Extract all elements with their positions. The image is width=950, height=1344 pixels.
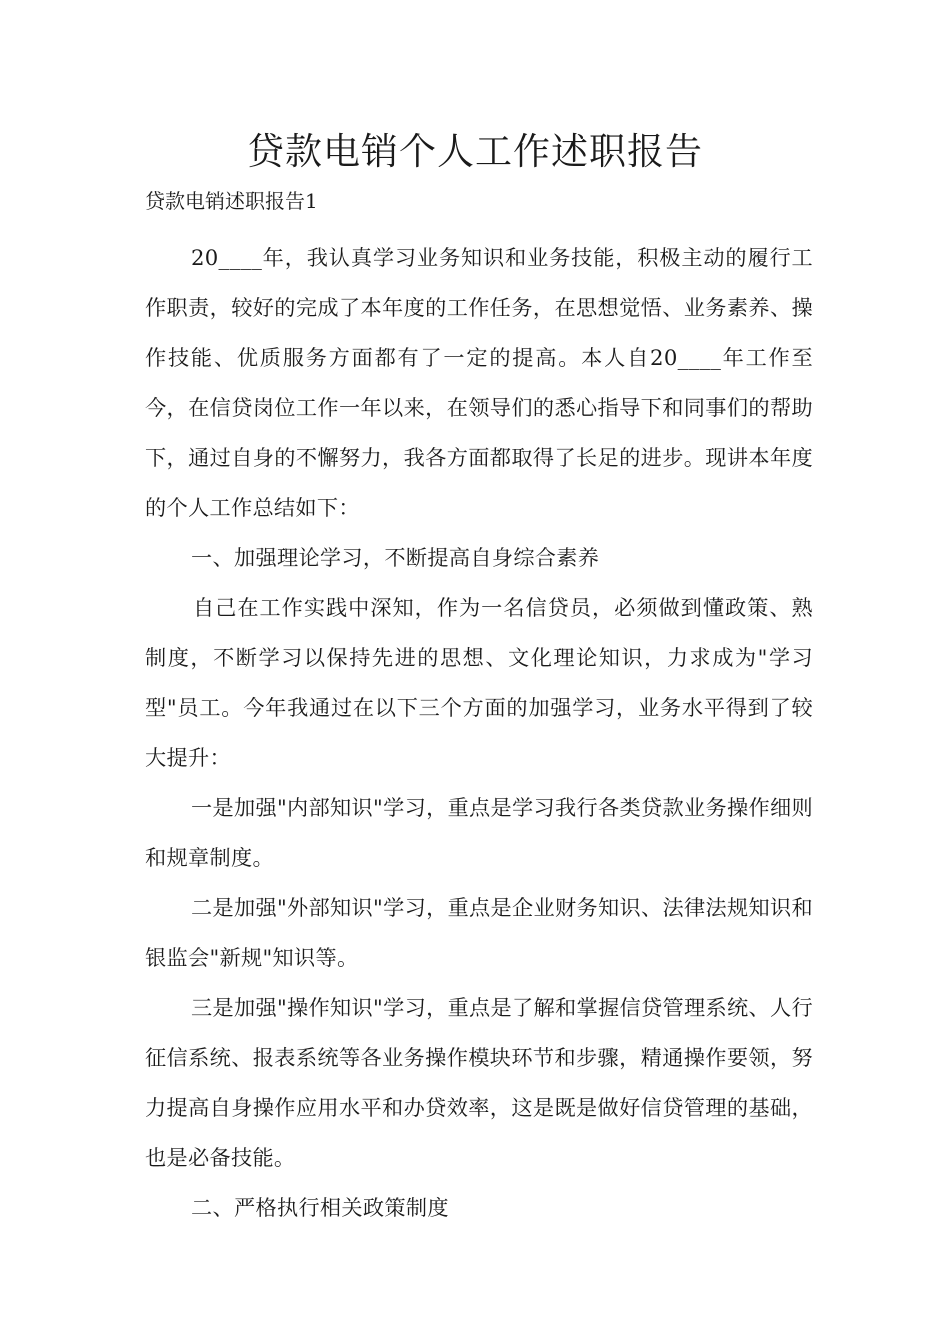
document-body	[145, 233, 813, 1233]
paragraph-point-3: 三是加强"操作知识"学习，重点是了解和掌握信贷管理系统、人行征信系统、报表系统等各业务操作模块环节和步骤，精通操作要领，努力提高自身操作应用水平和办贷效率，这是既是做好信贷管理的基础，也是必备技能。	[145, 995, 813, 1170]
section-heading-1: 一、加强理论学习，不断提高自身综合素养	[191, 545, 600, 570]
document-title: 贷款电销个人工作述职报告	[247, 130, 703, 173]
paragraph-point-1: 一是加强"内部知识"学习，重点是学习我行各类贷款业务操作细则和规章制度。	[145, 795, 813, 870]
section-heading-2: 二、严格执行相关政策制度	[191, 1195, 449, 1220]
document-subtitle: 贷款电销述职报告1	[145, 189, 318, 213]
paragraph-intro: 20____年，我认真学习业务知识和业务技能，积极主动的履行工作职责，较好的完成了本年度的工作任务，在思想觉悟、业务素养、操作技能、优质服务方面都有了一定的提高。本人自20____年工作至今，在信贷岗位工作一年以来，在领导们的悉心指导下和同事们的帮助下，通过自身的不懈努力，我各方面都取得了长足的进步。现讲本年度的个人工作总结如下：	[145, 245, 813, 520]
paragraph-study: 自己在工作实践中深知，作为一名信贷员，必须做到懂政策、熟制度，不断学习以保持先进的思想、文化理论知识，力求成为"学习型"员工。今年我通过在以下三个方面的加强学习，业务水平得到了较大提升：	[145, 595, 813, 770]
paragraph-point-2: 二是加强"外部知识"学习，重点是企业财务知识、法律法规知识和银监会"新规"知识等。	[145, 895, 813, 970]
